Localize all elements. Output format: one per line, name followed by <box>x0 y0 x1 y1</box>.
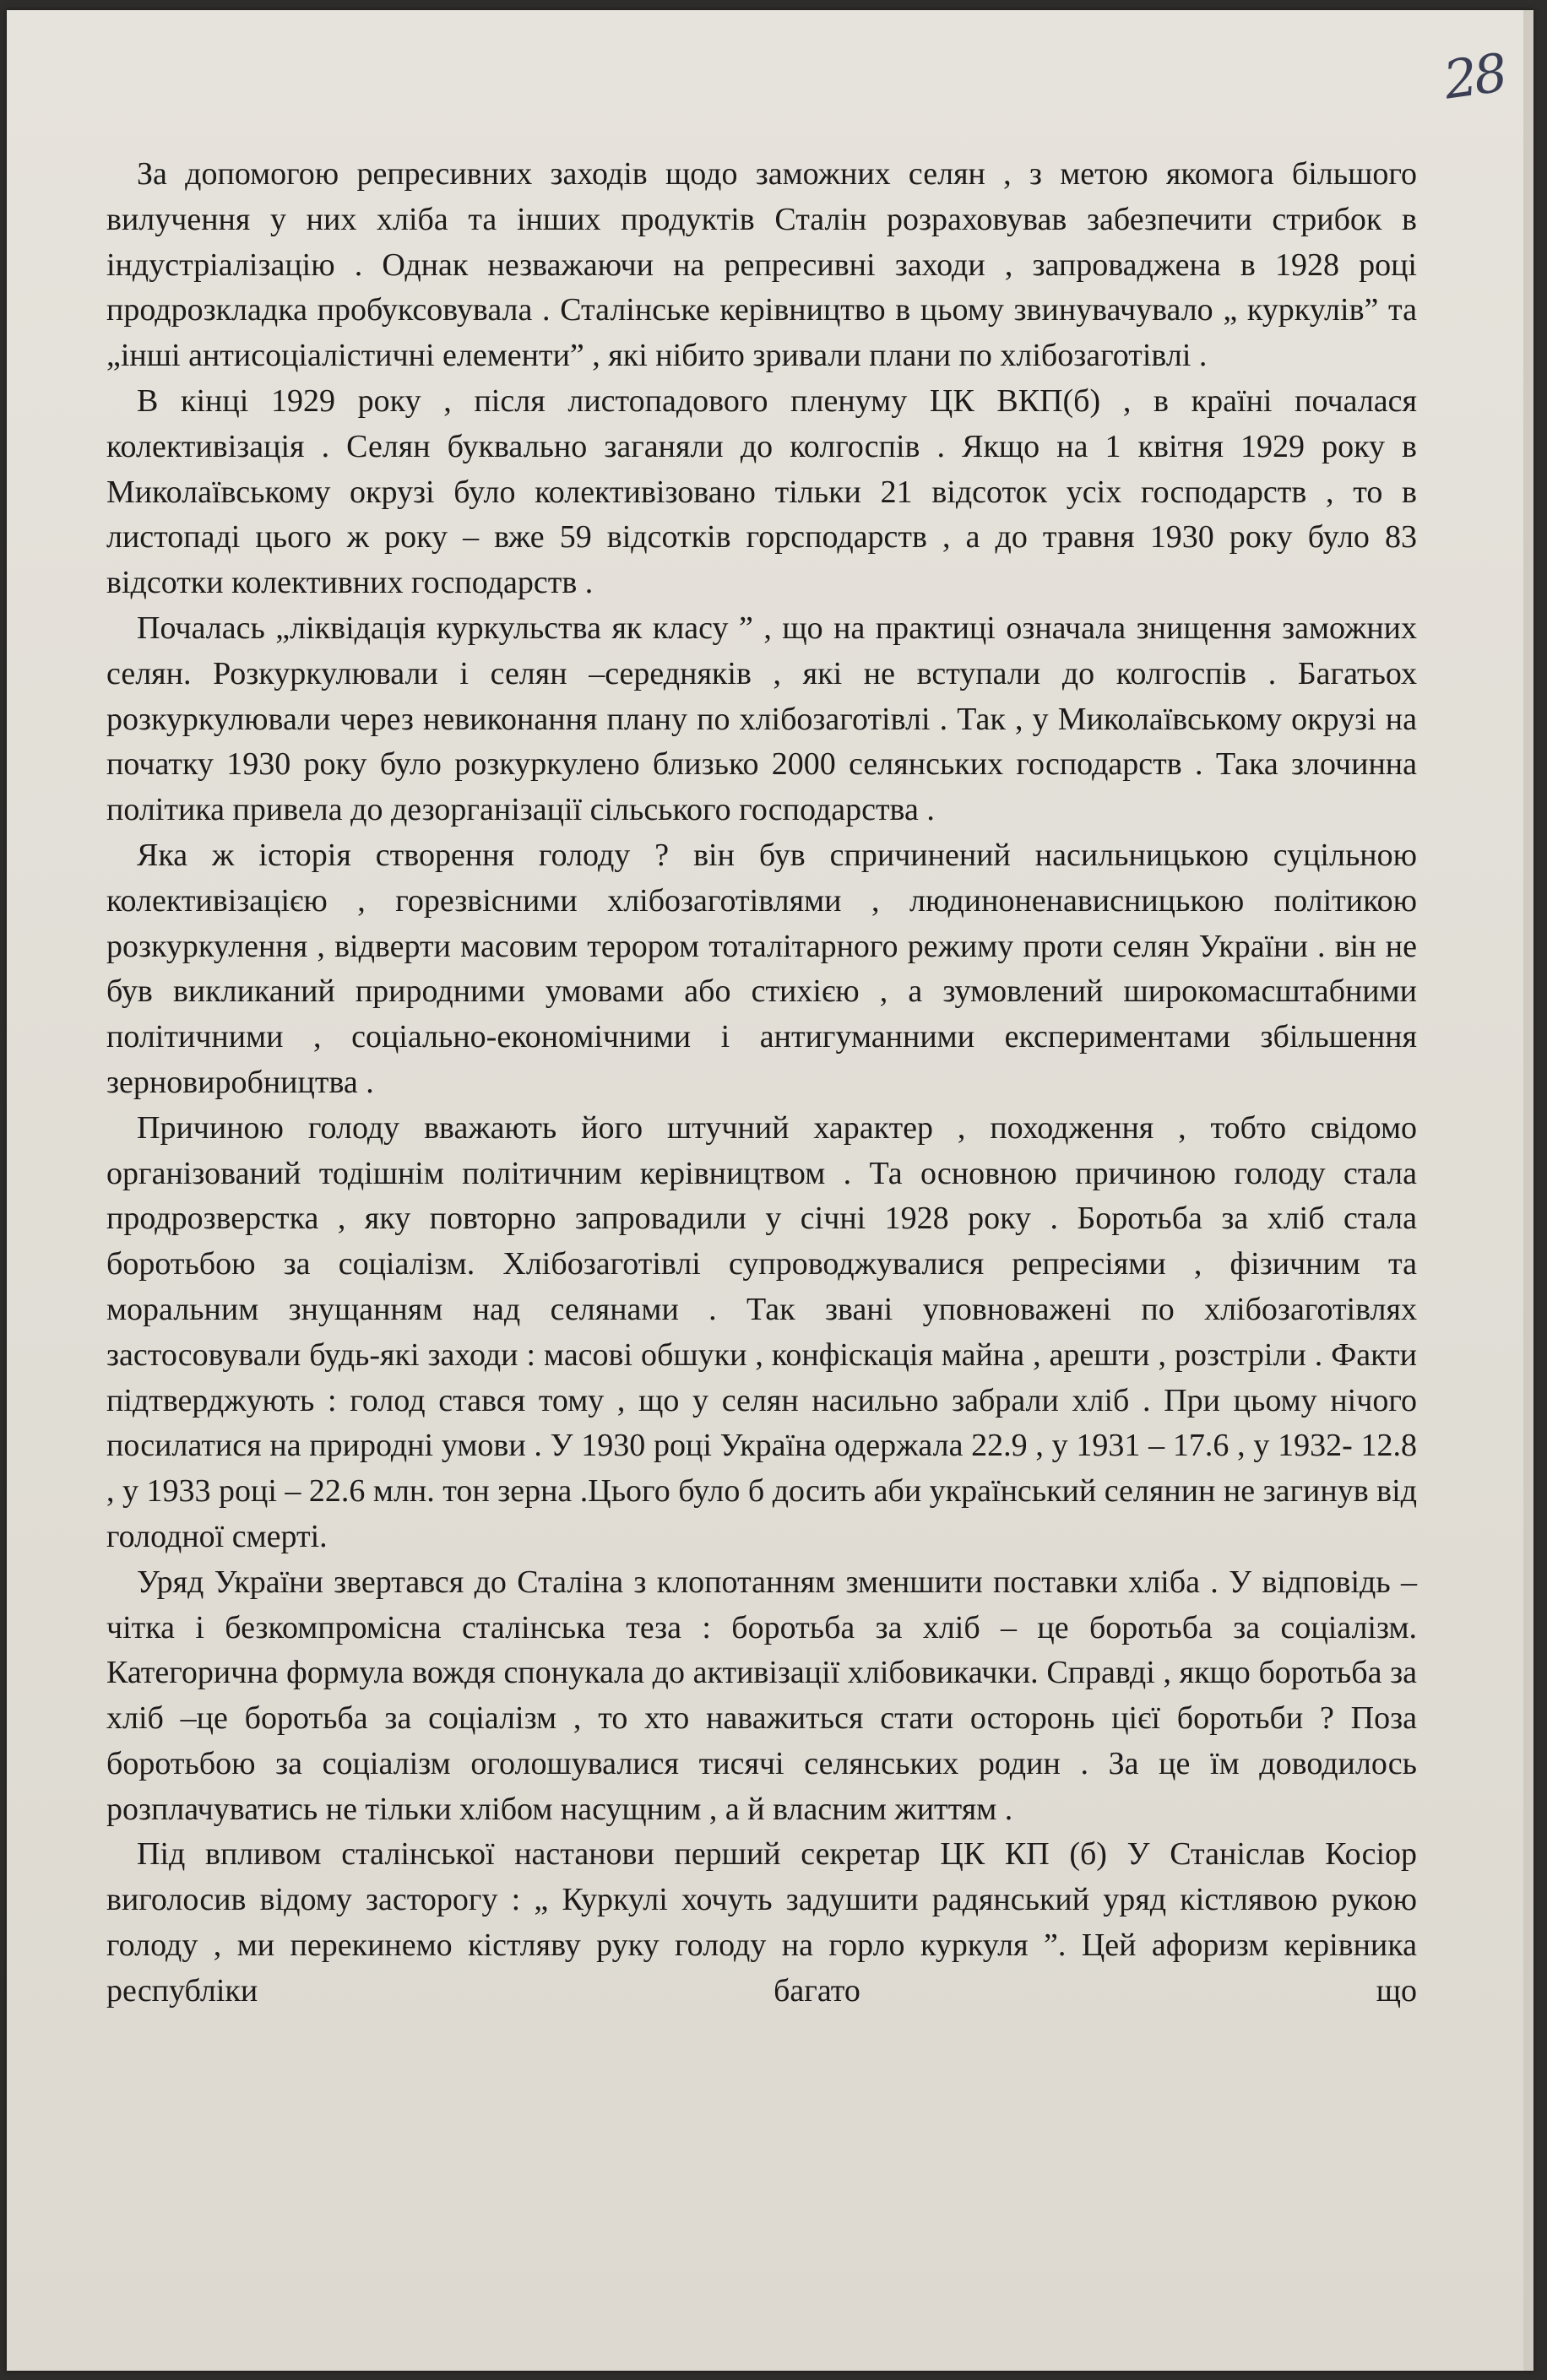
paragraph-3: Почалась „ліквідація куркульства як класу ” , що на практиці означала знищення заможних селян. Розкуркулювали і селян –середняків , які не вступали до колгоспів . Багатьох розкуркулювали через невиконання плану по хлібозаготівлі . Так , у Миколаївському окрузі на початку 1930 року було розкуркулено близько 2000 селянських господарств . Така злочинна політика привела до дезорганізації сільського господарства . <box>106 610 1417 828</box>
paragraph-1: За допомогою репресивних заходів щодо заможних селян , з метою якомога більшого вилучення у них хліба та інших продуктів Сталін розраховував забезпечити стрибок в індустріалізацію . Однак незважаючи на репресивні заходи , запроваджена в 1928 році продрозкладка пробуксовувала . Сталінське керівництво в цьому звинувачувало „ куркулів” та „інші антисоціалістичні елементи” , які нібито зривали плани по хлібозаготівлі . <box>106 156 1417 374</box>
handwritten-page-number: 28 <box>1440 41 1508 111</box>
body-text <box>106 152 1417 2014</box>
scan-edge <box>1523 10 1533 2371</box>
paragraph-7: Під впливом сталінської настанови перший секретар ЦК КП (б) У Станіслав Косіор виголосив відому засторогу : „ Куркулі хочуть задушити радянський уряд кістлявою рукою голоду , ми перекинемо кістляву руку голоду на горло куркуля ”. Цей афоризм керівника республіки багато що <box>106 1836 1417 2009</box>
document-page <box>7 10 1533 2371</box>
paragraph-4: Яка ж історія створення голоду ? він був спричинений насильницькою суцільною колективізацією , горезвісними хлібозаготівлями , людиноненависницькою політикою розкуркулення , відверти масовим терором тоталітарного режиму проти селян України . він не був викликаний природними умовами або стихією , а зумовлений широкомасштабними політичними , соціально-економічними і антигуманними експериментами збільшення зерновиробництва . <box>106 837 1417 1100</box>
paragraph-6: Уряд України звертався до Сталіна з клопотанням зменшити поставки хліба . У відповідь – чітка і безкомпромісна сталінська теза : боротьба за хліб – це боротьба за соціалізм. Категорична формула вождя спонукала до активізації хлібовикачки. Справді , якщо боротьба за хліб –це боротьба за соціалізм , то хто наважиться стати осторонь цієї боротьби ? Поза боротьбою за соціалізм оголошувалися тисячі селянських родин . За це їм доводилось розплачуватись не тільки хлібом насущним , а й власним життям . <box>106 1564 1417 1827</box>
paragraph-2: В кінці 1929 року , після листопадового пленуму ЦК ВКП(б) , в країні почалася колективізація . Селян буквально заганяли до колгоспів . Якщо на 1 квітня 1929 року в Миколаївському окрузі було колективізовано тільки 21 відсоток усіх господарств , то в листопаді цього ж року – вже 59 відсотків горсподарств , а до травня 1930 року було 83 відсотки колективних господарств . <box>106 382 1417 601</box>
paragraph-5: Причиною голоду вважають його штучний характер , походження , тобто свідомо організований тодішнім політичним керівництвом . Та основною причиною голоду стала продрозверстка , яку повторно запровадили у січні 1928 року . Боротьба за хліб стала боротьбою за соціалізм. Хлібозаготівлі супроводжувалися репресіями , фізичним та моральним знущанням над селянами . Так звані уповноважені по хлібозаготівлях застосовували будь-які заходи : масові обшуки , конфіскація майна , арешти , розстріли . Факти підтверджують : голод стався тому , що у селян насильно забрали хліб . При цьому нічого посилатися на природні умови . У 1930 році Україна одержала 22.9 , у 1931 – 17.6 , у 1932- 12.8 , у 1933 році – 22.6 млн. тон зерна .Цього було б досить аби український селянин не загинув від голодної смерті. <box>106 1109 1417 1554</box>
